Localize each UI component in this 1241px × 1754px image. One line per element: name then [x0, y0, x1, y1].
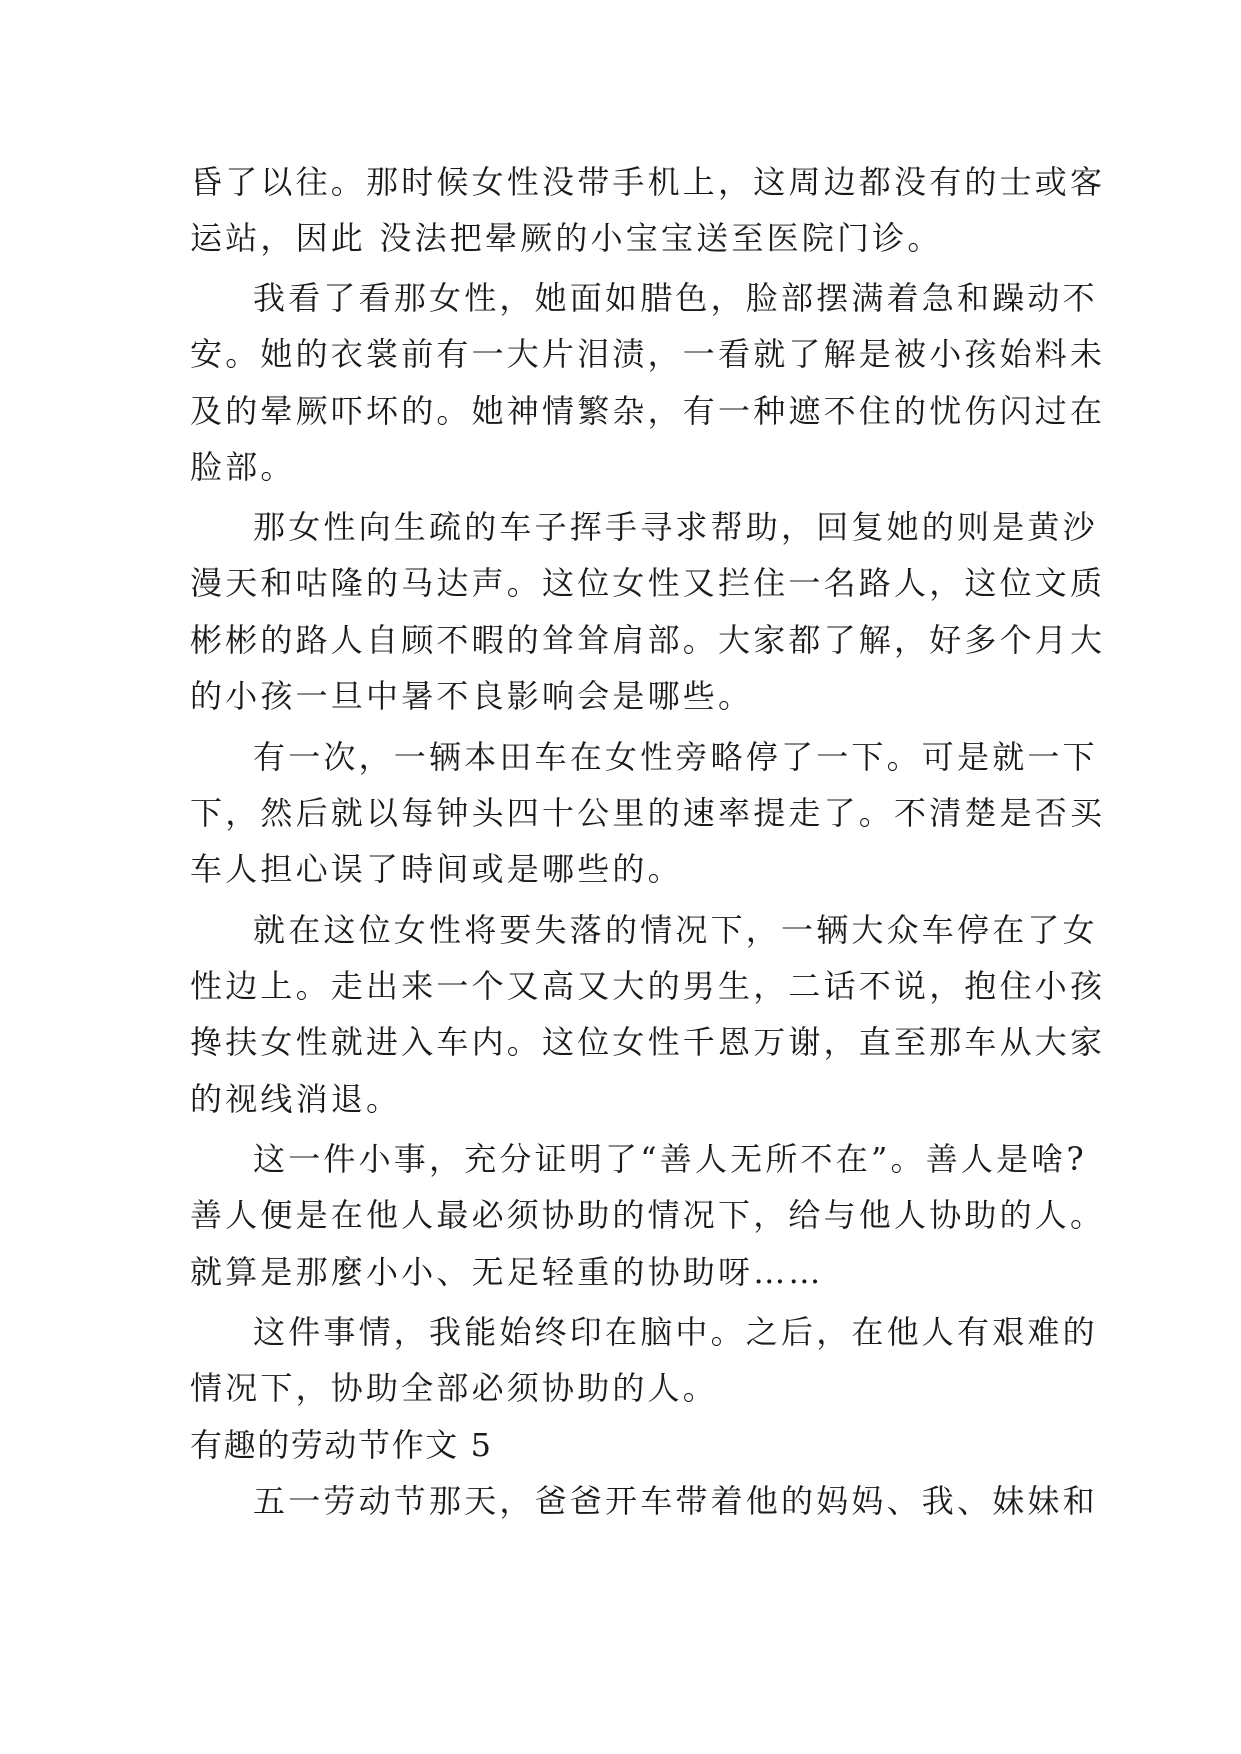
- paragraph-4-line-1: 有一次，一辆本田车在女性旁略停了一下。可是就一下: [253, 738, 1098, 776]
- paragraph-6-line-1: 这一件小事，充分证明了“善人无所不在”。善人是啥?: [253, 1140, 1087, 1178]
- paragraph-5-line-2: 性边上。走出来一个又高又大的男生，二话不说，抱住小孩: [190, 967, 1106, 1005]
- paragraph-7-line-1: 这件事情，我能始终印在脑中。之后，在他人有艰难的: [253, 1313, 1098, 1351]
- paragraph-5-line-1: 就在这位女性将要失落的情况下，一辆大众车停在了女: [253, 911, 1098, 949]
- paragraph-6-line-2: 善人便是在他人最必须协助的情况下，给与他人协助的人。: [190, 1196, 1106, 1234]
- paragraph-4-line-2: 下，然后就以每钟头四十公里的速率提走了。不清楚是否买: [190, 794, 1106, 832]
- paragraph-3-line-4: 的小孩一旦中暑不良影响会是哪些。: [190, 677, 754, 715]
- paragraph-2-line-2: 安。她的衣裳前有一大片泪渍，一看就了解是被小孩始料未: [190, 335, 1106, 373]
- paragraph-4-line-3: 车人担心误了時间或是哪些的。: [190, 850, 683, 888]
- paragraph-7-line-2: 情况下，协助全部必须协助的人。: [190, 1369, 719, 1407]
- paragraph-3-line-1: 那女性向生疏的车子挥手寻求帮助，回复她的则是黄沙: [253, 508, 1098, 546]
- paragraph-3-line-2: 漫天和咕隆的马达声。这位女性又拦住一名路人，这位文质: [190, 564, 1106, 602]
- paragraph-1-line-2: 运站，因此 没法把晕厥的小宝宝送至医院门诊。: [190, 219, 943, 257]
- paragraph-2-line-1: 我看了看那女性，她面如腊色，脸部摆满着急和躁动不: [253, 279, 1098, 317]
- paragraph-5-line-4: 的视线消退。: [190, 1080, 402, 1118]
- paragraph-5-line-3: 搀扶女性就进入车内。这位女性千恩万谢，直至那车从大家: [190, 1023, 1106, 1061]
- paragraph-6-line-3: 就算是那麼小小、无足轻重的协助呀……: [190, 1253, 824, 1291]
- paragraph-3-line-3: 彬彬的路人自顾不暇的耸耸肩部。大家都了解，好多个月大: [190, 621, 1106, 659]
- paragraph-1-line-1: 昏了以往。那时候女性没带手机上，这周边都没有的士或客: [190, 163, 1106, 201]
- paragraph-2-line-4: 脸部。: [190, 448, 296, 486]
- paragraph-2-line-3: 及的晕厥吓坏的。她神情繁杂，有一种遮不住的忧伤闪过在: [190, 392, 1106, 430]
- section-title: 有趣的劳动节作文 5: [190, 1426, 493, 1464]
- paragraph-8-line-1: 五一劳动节那天，爸爸开车带着他的妈妈、我、妹妹和: [253, 1482, 1098, 1520]
